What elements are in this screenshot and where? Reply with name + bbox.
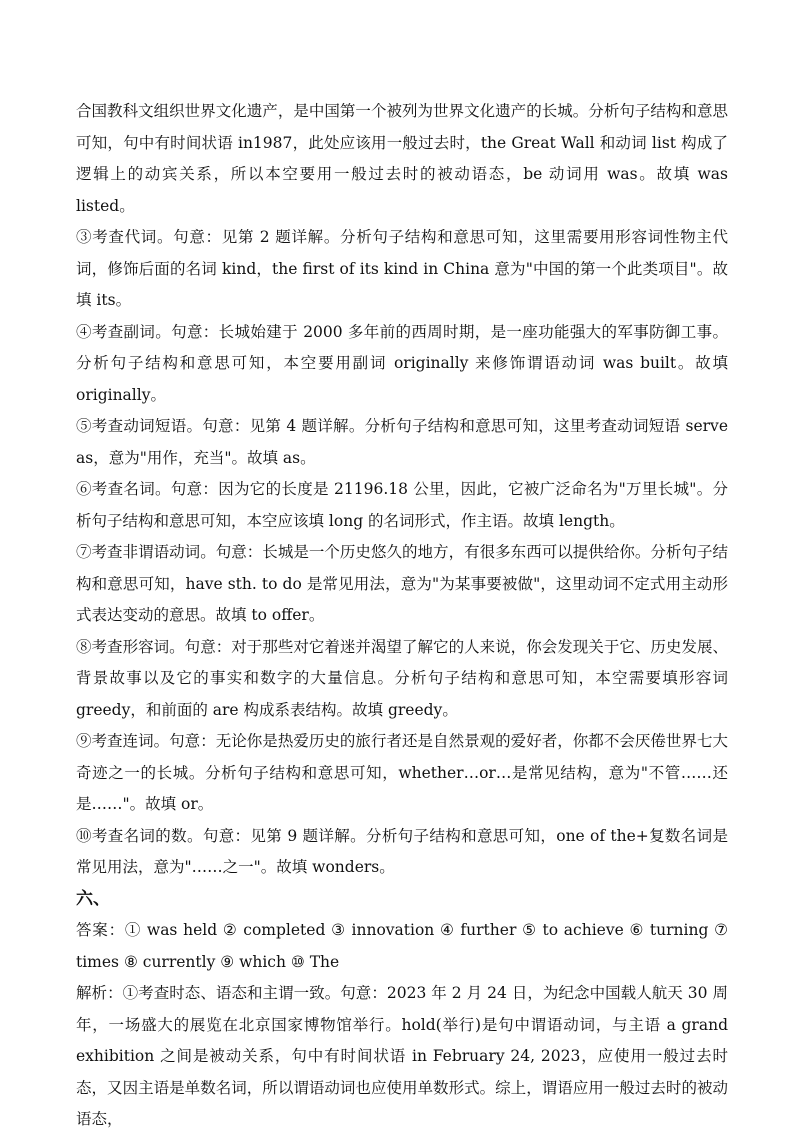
paragraph-10: ⑩考查名词的数。句意：见第 9 题详解。分析句子结构和意思可知，one of the+复数名词是常见用法，意为"……之一"。故填 wonders。 [76, 826, 728, 876]
paragraph-1: 合国教科文组织世界文化遗产，是中国第一个被列为世界文化遗产的长城。分析句子结构和意思可知，句中有时间状语 in1987，此处应该用一般过去时，the Great Wall 和动词 list 构成了逻辑上的动宾关系，所以本空要用一般过去时的被动语态，be 动词用 was。故填 was listed。 [76, 102, 728, 215]
document-page [76, 96, 728, 1136]
analysis-paragraph: 解析：①考查时态、语态和主谓一致。句意：2023 年 2 月 24 日，为纪念中国载人航天 30 周年，一场盛大的展览在北京国家博物馆举行。hold(举行)是句中谓语动词，与主语 a grand exhibition 之间是被动关系，句中有时间状语 in February 24, 2023，应使用一般过去时态，又因主语是单数名词，所以谓语动词也应使用单数形式。综上，谓语应用一般过去时的被动语态， [76, 984, 728, 1128]
paragraph-4: ④考查副词。句意：长城始建于 2000 多年前的西周时期，是一座功能强大的军事防御工事。分析句子结构和意思可知，本空要用副词 originally 来修饰谓语动词 was built。故填 originally。 [76, 322, 728, 404]
paragraph-5: ⑤考查动词短语。句意：见第 4 题详解。分析句子结构和意思可知，这里考查动词短语 serve as，意为"用作，充当"。故填 as。 [76, 417, 728, 467]
answer-line: 答案：① was held ② completed ③ innovation ④ further ⑤ to achieve ⑥ turning ⑦ times ⑧ currently ⑨ which ⑩ The [76, 921, 728, 971]
paragraph-8: ⑧考查形容词。句意：对于那些对它着迷并渴望了解它的人来说，你会发现关于它、历史发展、背景故事以及它的事实和数字的大量信息。分析句子结构和意思可知，本空需要填形容词 greedy，和前面的 are 构成系表结构。故填 greedy。 [76, 637, 728, 719]
paragraph-7: ⑦考查非谓语动词。句意：长城是一个历史悠久的地方，有很多东西可以提供给你。分析句子结构和意思可知，have sth. to do 是常见用法，意为"为某事要被做"，这里动词不定式用主动形式表达变动的意思。故填 to offer。 [76, 543, 728, 624]
paragraph-9: ⑨考查连词。句意：无论你是热爱历史的旅行者还是自然景观的爱好者，你都不会厌倦世界七大奇迹之一的长城。分析句子结构和意思可知，whether…or…是常见结构，意为"不管……还是……"。故填 or。 [76, 732, 728, 813]
paragraph-3: ③考查代词。句意：见第 2 题详解。分析句子结构和意思可知，这里需要用形容词性物主代词，修饰后面的名词 kind，the first of its kind in China 意为"中国的第一个此类项目"。故填 its。 [76, 228, 728, 309]
section-heading: 六、 [76, 888, 110, 909]
paragraph-6: ⑥考查名词。句意：因为它的长度是 21196.18 公里，因此，它被广泛命名为"万里长城"。分析句子结构和意思可知，本空应该填 long 的名词形式，作主语。故填 length。 [76, 480, 728, 530]
